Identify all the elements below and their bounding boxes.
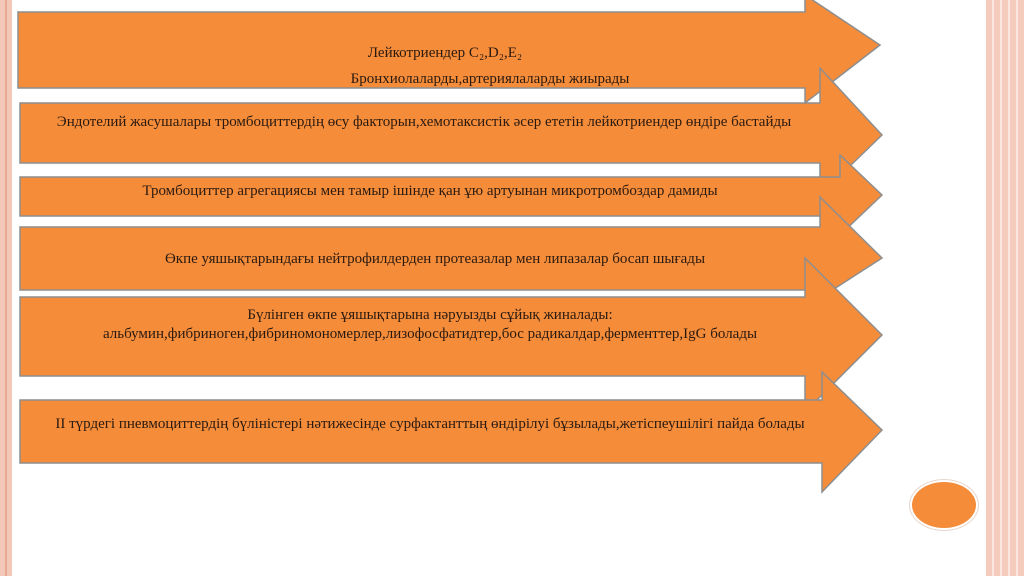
step-1-line2: Бронхиолаларды,артериялаларды жиырады [350,71,630,87]
decorative-orange-circle [910,480,978,530]
step-3-text: Тромбоциттер агрегациясы мен тамыр ішінде қан ұю артуынан микротромбоздар дамиды [142,183,718,199]
step-5-text: Бүлінген өкпе ұяшықтарына нәруызды сұйық жиналады: альбумин,фибриноген,фибриномономерлер,лизофосфатидтер,бос радикалдар,ферменттер,IgG болады [102,307,758,342]
step-6-text: II түрдегі пневмоциттердің бүліністері нәтижесінде сурфактанттың өндірілуі бұзылады,жетіспеушілігі пайда болады [55,416,805,432]
step-2-text: Эндотелий жасушалары тромбоциттердің өсу факторын,хемотаксистік әсер ететін лейкотриендер өндіре бастайды [56,114,792,130]
step-4-text: Өкпе уяшықтарындағы нейтрофилдерден протеазалар мен липазалар босап шығады [164,251,706,267]
step-1-line1: Лейкотриендер C₂,D₂,E₂ [367,45,523,61]
step-1-text [200,44,780,89]
